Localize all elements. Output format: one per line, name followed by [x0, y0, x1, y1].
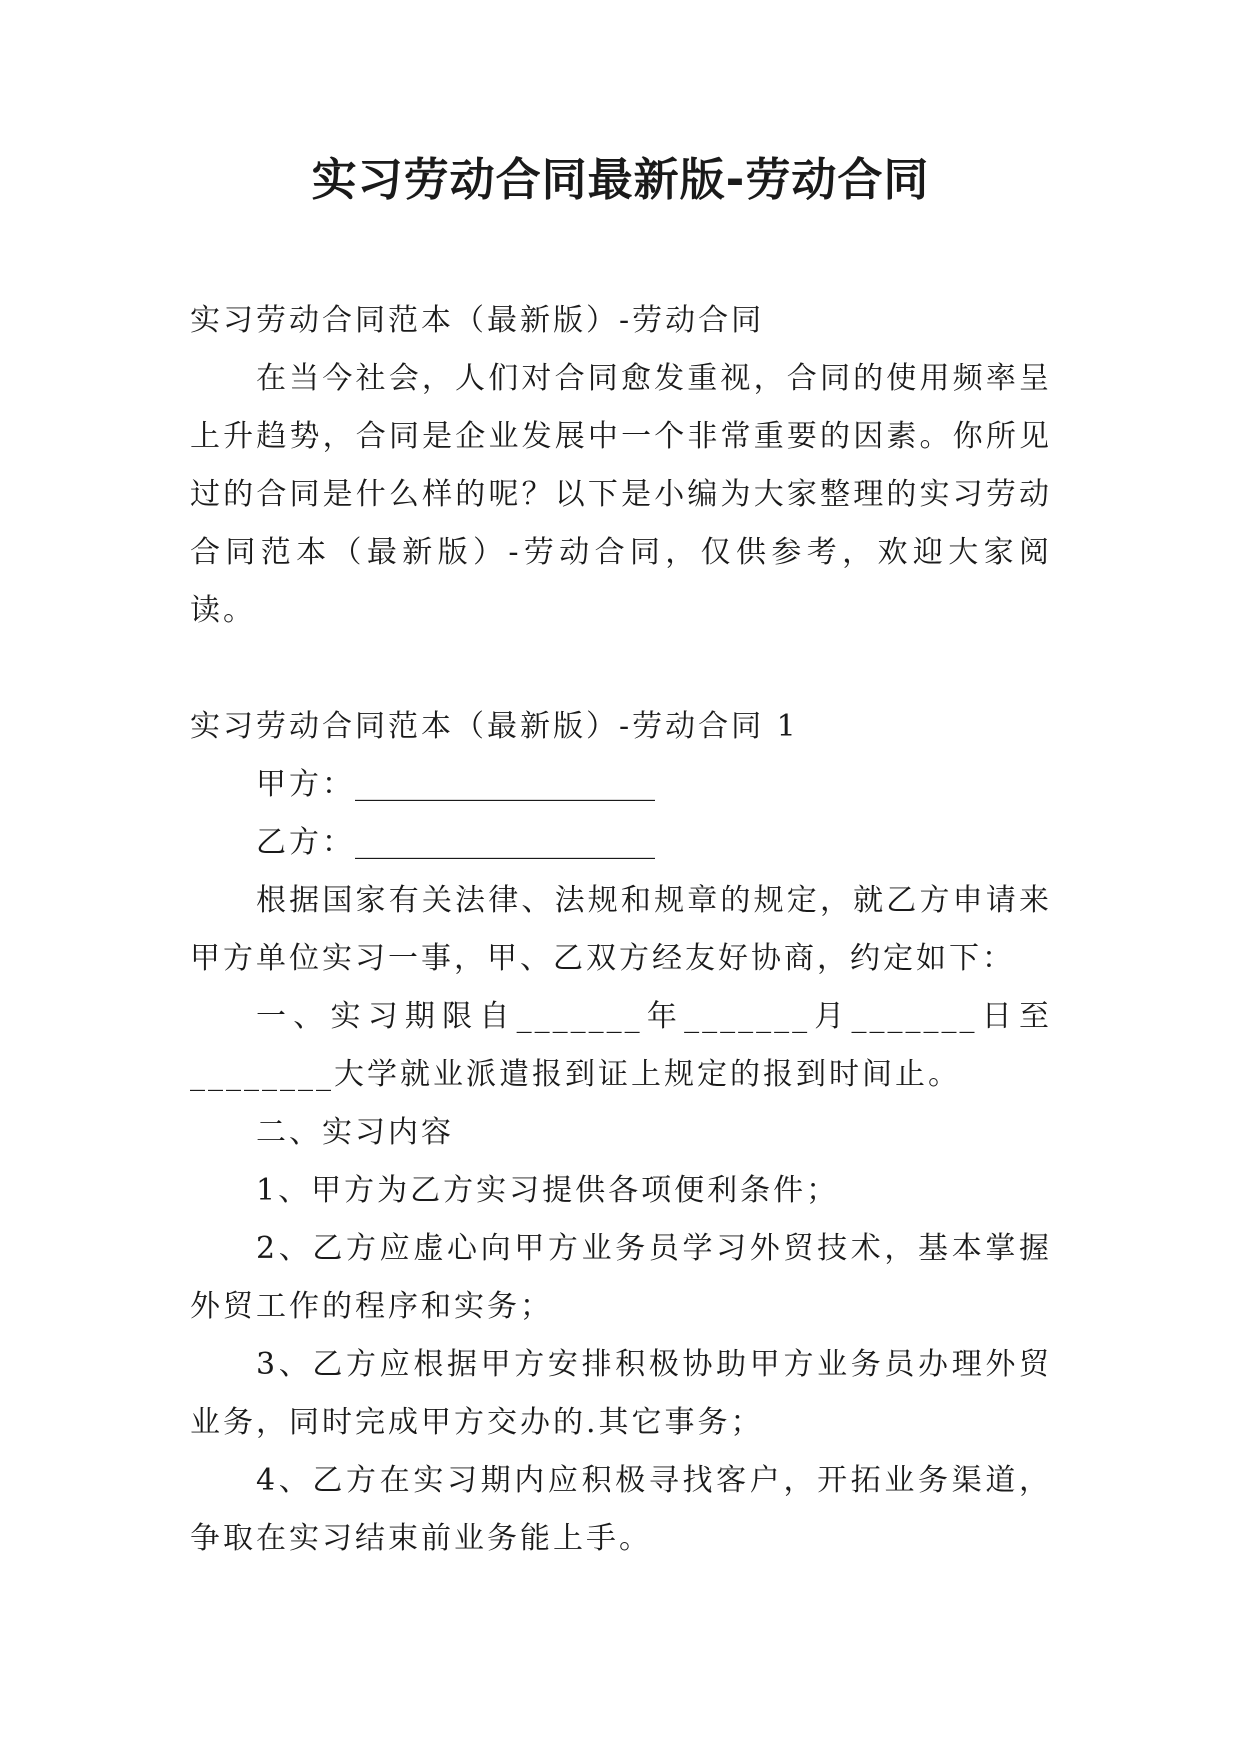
clause-2-item-4: 4、乙方在实习期内应积极寻找客户，开拓业务渠道，争取在实习结束前业务能上手。: [190, 1463, 1052, 1556]
clause-2-item-2: 2、乙方应虚心向甲方业务员学习外贸技术，基本掌握外贸工作的程序和实务；: [190, 1231, 1052, 1324]
party-b-label: 乙方：: [256, 825, 355, 860]
party-a-blank: ____________________: [355, 767, 655, 802]
clause-2-item-3: 3、乙方应根据甲方安排积极协助甲方业务员办理外贸业务，同时完成甲方交办的.其它事务；: [190, 1347, 1052, 1440]
paragraph-gap: [190, 640, 1052, 698]
clause-2-item-1: 1、甲方为乙方实习提供各项便利条件；: [256, 1173, 840, 1208]
party-a-label: 甲方：: [256, 767, 355, 802]
section-heading: 实习劳动合同范本（最新版）-劳动合同 1: [190, 709, 799, 744]
document-body: [190, 292, 1052, 1568]
clause-2-heading: 二、实习内容: [256, 1115, 454, 1150]
document-title: 实习劳动合同最新版-劳动合同: [311, 153, 930, 206]
clause-1-paragraph: 一、实习期限自_______年_______月_______日至________大学就业派遣报到证上规定的报到时间止。: [190, 999, 1052, 1092]
party-b-blank: ____________________: [355, 825, 655, 860]
document-subtitle: 实习劳动合同范本（最新版）-劳动合同: [190, 303, 765, 338]
intro-paragraph: 在当今社会，人们对合同愈发重视，合同的使用频率呈上升趋势，合同是企业发展中一个非常重要的因素。你所见过的合同是什么样的呢？以下是小编为大家整理的实习劳动合同范本（最新版）-劳动合同，仅供参考，欢迎大家阅读。: [190, 361, 1052, 628]
preamble-paragraph: 根据国家有关法律、法规和规章的规定，就乙方申请来甲方单位实习一事，甲、乙双方经友好协商，约定如下：: [190, 883, 1052, 976]
party-a-row: [190, 756, 1052, 814]
party-b-row: [190, 814, 1052, 872]
